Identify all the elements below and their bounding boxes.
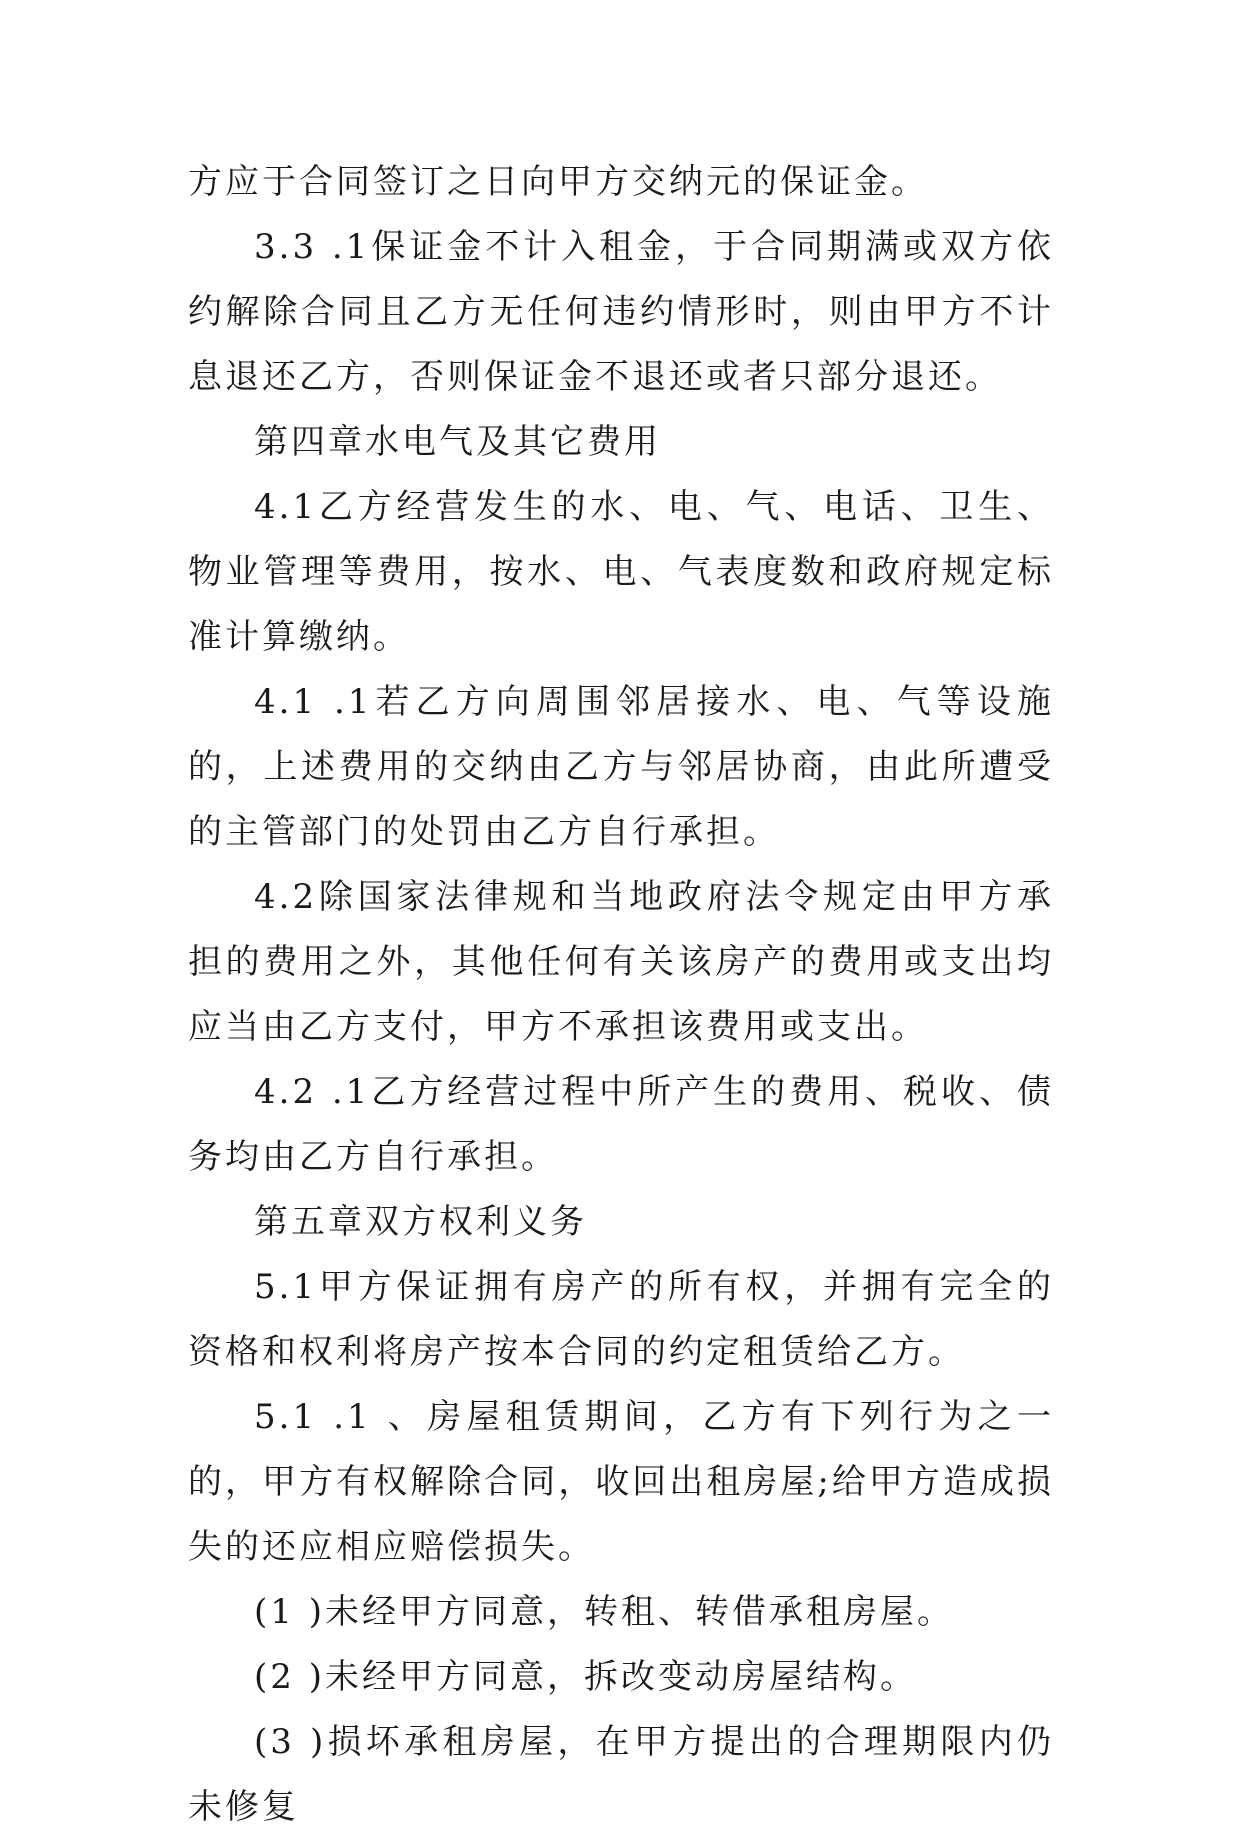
paragraph: 4.1乙方经营发生的水、电、气、电话、卫生、物业管理等费用，按水、电、气表度数和政府规定标准计算缴纳。 [188, 487, 1054, 657]
paragraph: 4.2除国家法律规和当地政府法令规定由甲方承担的费用之外，其他任何有关该房产的费用或支出均应当由乙方支付，甲方不承担该费用或支出。 [188, 877, 1054, 1047]
paragraph: 5.1甲方保证拥有房产的所有权，并拥有完全的资格和权利将房产按本合同的约定租赁给乙方。 [188, 1267, 1054, 1372]
paragraph: 方应于合同签订之日向甲方交纳元的保证金。 [188, 162, 928, 202]
paragraph: 4.2 .1乙方经营过程中所产生的费用、税收、债务均由乙方自行承担。 [188, 1072, 1054, 1177]
document-body [188, 150, 1054, 1840]
list-item: (1 )未经甲方同意，转租、转借承租房屋。 [254, 1592, 954, 1632]
chapter-heading: 第五章双方权利义务 [254, 1202, 587, 1242]
paragraph: 3.3 .1保证金不计入租金，于合同期满或双方依约解除合同且乙方无任何违约情形时，则由甲方不计息退还乙方，否则保证金不退还或者只部分退还。 [188, 227, 1054, 397]
list-item: (2 )未经甲方同意，拆改变动房屋结构。 [254, 1657, 917, 1697]
paragraph: 4.1 .1若乙方向周围邻居接水、电、气等设施的，上述费用的交纳由乙方与邻居协商，由此所遭受的主管部门的处罚由乙方自行承担。 [188, 682, 1054, 852]
list-item: (3 )损坏承租房屋，在甲方提出的合理期限内仍未修复 [188, 1722, 1054, 1827]
paragraph: 5.1 .1 、房屋租赁期间，乙方有下列行为之一的，甲方有权解除合同，收回出租房屋;给甲方造成损失的还应相应赔偿损失。 [188, 1397, 1054, 1567]
chapter-heading: 第四章水电气及其它费用 [254, 422, 661, 462]
